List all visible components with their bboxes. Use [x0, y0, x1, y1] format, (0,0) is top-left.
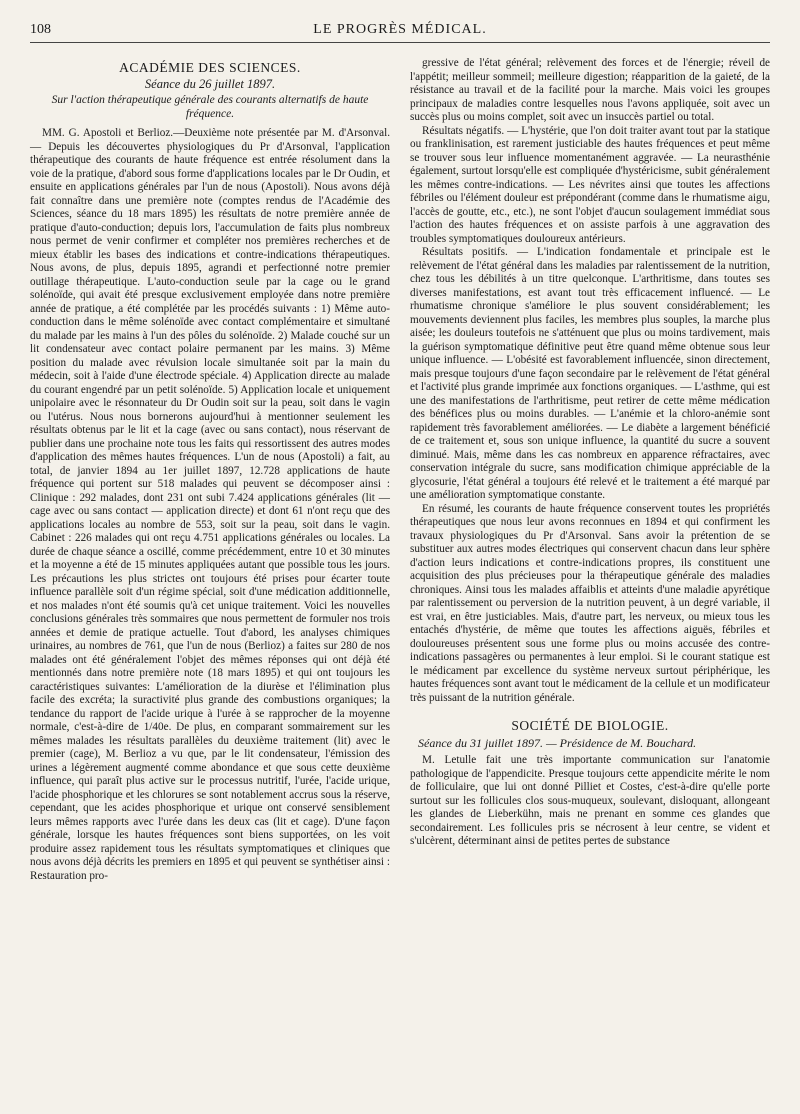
academy-paragraph: En résumé, les courants de haute fréquence conservent toutes les propriétés thérapeutiques que nous leur avons reconnues en 1894 et qui confirment les travaux physiologiques du Pr d'Arsonval. Sans avoir la prétention de se substituer aux autres modes électriques qui conservent chacun dans leur sphère d'action leurs indications et contre-indications propres, ils constituent une acquisition des plus précieuses pour la thérapeutique générale des maladies chroniques. Ainsi tous les malades affaiblis et atteints d'une maladie apyrétique par ralentissement ou perversion de la nutrition peuvent, à un degré variable, il est vrai, en être justiciables. Mais, d'autre part, les nerveux, ou mieux tous les entachés d'hystérie, de même que toutes les affections aiguës, fébriles et douloureuses présentent sous une forme plus ou moins accusée des contre-indications passagères ou permanentes à leur emploi. Si le courant statique est le médicament par excellence du système nerveux surtout périphérique, les hautes fréquences sont avant tout le médicament de la cellule et un modificateur très puissant de la nutrition générale. [410, 502, 770, 704]
academy-paragraph: gressive de l'état général; relèvement des forces et de l'énergie; réveil de l'appétit; meilleur sommeil; meilleure digestion; réapparition de la gaieté, de la résistance au travail et de la facilité pour la marche. Mais voici les groupes principaux de maladies contre lesquelles nous l'avons appliquée, soit avec un succès plus ou moins complet, soit avec un insuccès partiel ou total. [410, 57, 770, 123]
academy-session: Séance du 26 juillet 1897. [144, 76, 276, 91]
article-title: Sur l'action thérapeutique générale des courants alternatifs de haute fréquence. [51, 94, 369, 120]
academy-paragraph: MM. G. Apostoli et Berlioz.—Deuxième note présentée par M. d'Arsonval. — Depuis les découvertes physiologiques du Pr d'Arsonval, l'application thérapeutique des courants de haute fréquence est entrée résolument dans la voie de la pratique, d'abord sous forme d'applications locales par le Dr Oudin, et ensuite en applications générales par l'un de nous (Apostoli). Nous avons déjà fait connaître dans une première note (comptes rendus de l'Académie des Sciences, séance du 18 mars 1895) les résultats de notre première année de pratique d'auto-conduction; depuis lors, l'accumulation de faits plus nombreux nous permet de venir confirmer et compléter nos premières recherches et de mieux établir les bases des indications et contre-indications thérapeutiques. Nous avons, de plus, depuis 1895, agrandi et perfectionné notre premier outillage thérapeutique. L'auto-conduction seule par la cage ou le grand solénoïde, qui avait été presque exclusivement employée dans notre première année de pratique, a été complétée par les procédés suivants : 1) Même auto-conduction dans le même solénoïde avec contact complémentaire et simultané du malade par les mains à l'un des pôles du solénoïde. 2) Malade couché sur un lit condensateur avec contact polaire permanent par les mains. 3) Même position du malade avec révulsion locale simultanée soit par la main du médecin, soit à l'aide d'une électrode spéciale. 4) Application directe au malade du courant engendré par un petit solénoïde. 5) Application locale et uniquement unipolaire avec le résonnateur du Dr Oudin soit sur la peau, soit dans le vagin ou l'utérus. Nous nous bornerons aujourd'hui à mentionner seulement les résultats obtenus par le lit et la cage (avec ou sans contact), nous réservant de publier dans une prochaine note tous les faits qui ressortissent des autres modes d'application des mêmes hautes fréquences. L'un de nous (Apostoli) a fait, au total, de janvier 1894 au 1er juillet 1897, 12.728 applications de haute fréquence qui portent sur 518 malades qui peuvent se décomposer ainsi : Clinique : 292 malades, dont 231 ont subi 7.424 applications générales (lit — cage avec ou sans contact — application directe) et dont 61 n'ont reçu que des applications locales au nombre de 553, soit sur la peau, soit dans le vagin. Cabinet : 226 malades qui ont reçu 4.751 applications générales ou locales. La durée de chaque séance a oscillé, comme précédemment, entre 10 et 30 minutes et la moyenne a été de 15 minutes appliquées autant que possible tous les jours. Les précautions les plus strictes ont toujours été prises pour écarter toute influence parallèle soit d'un régime spécial, soit d'une médication additionnelle, et nos malades n'ont été soumis qu'à cet unique traitement. Voici les nouvelles conclusions générales très sommaires que nous permettent de formuler nos trois années et demie de pratique actuelle. Tout d'abord, les analyses chimiques urinaires, au nombres de 761, que l'un de nous (Berlioz) a faites sur 280 de nos malades ont été généralement l'objet des mêmes réponses qui ont déjà été mentionnés dans notre première note (18 mars 1895) et qui ont toujours les caractéristiques suivantes: L'amélioration de la diurèse et l'élimination plus facile des excréta; la suractivité plus grande des combustions organiques; la tendance du rapport de l'acide urique à l'urée à se rapprocher de la moyenne normale, c'est-à-dire de 1/40e. De plus, en comparant sommairement sur les mêmes malades les résultats parallèles du deuxième traitement (lit) avec le premier (cage), M. Berlioz a vu que, par le lit condensateur, l'émission des urines a légèrement augmenté comme abondance et que sous cette deuxième influence, qui paraît plus active sur le processus nutritif, l'urée, l'acide urique, l'acide phosphorique et les chlorures se sont notablement accrus sous la réserve, cependant, que les acides phosphorique et urique ont conservé sensiblement leurs mêmes rapports avec l'urée dans les deux cas (lit et cage). D'une façon générale, lorsque les hautes fréquences sont biens supportées, on les voit produire assez rapidement tous les résultats symptomatiques et cliniques que nous avons déjà décrits les premiers en 1895 et qui peuvent se synthétiser ainsi : Restauration pro- [30, 127, 390, 882]
biology-session: Séance du 31 juillet 1897. — Présidence de M. Bouchard. [418, 735, 697, 750]
two-column-body [30, 57, 770, 883]
biology-paragraph: M. Letulle fait une très importante communication sur l'anatomie pathologique de l'appendicite. Presque toujours cette appendicite mérite le nom de folliculaire, que lui ont donné Pilliet et Costes, c'est-à-dire qu'elle porte surtout sur les follicules clos sous-muqueux, soulevant, disloquant, allongeant les glandes de Lieberkühn, mais ne prenant en somme ces glandes que secondairement. Les follicules pris se nécrosent à leur centre, se vident et s'ulcèrent, déterminant ainsi de petites pertes de substance [410, 754, 770, 847]
page-number: 108 [30, 22, 51, 37]
left-column [30, 57, 390, 883]
academy-section-title: ACADÉMIE DES SCIENCES. [119, 60, 301, 75]
academy-paragraph: Résultats négatifs. — L'hystérie, que l'on doit traiter avant tout par la statique ou franklinisation, est rarement justiciable des hautes fréquences et peut même se trouver sous leur influence momentanément aggravée. — La neurasthénie également, surtout lorsqu'elle est compliquée d'hystéricisme, subit généralement les mêmes contre-indications. — Les névrites ainsi que toutes les affections fébriles ou l'élément douleur est prépondérant (comme dans le rhumatisme aigu, l'accès de goutte, etc., etc.), ne sont l'objet d'aucun soulagement immédiat sous l'action des hautes fréquences et on assiste parfois à une aggravation des troubles symptomatiques douloureux antérieurs. [410, 124, 770, 245]
page-header [30, 20, 770, 43]
running-title: LE PROGRÈS MÉDICAL. [313, 22, 487, 37]
academy-paragraph: Résultats positifs. — L'indication fondamentale et principale est le relèvement de l'état général dans les maladies par ralentissement de la nutrition, chez tous les débilités à un titre quelconque. L'arthritisme, dans toutes ses diverses manifestations, est avant tout très efficacement influencé. — Le rhumatisme chronique s'améliore le plus souvent considérablement; les mouvements deviennent plus faciles, les membres plus souples, la marche plus aisée; les douleurs toutefois ne s'atténuent que plus ou moins tardivement, mais la guérison symptomatique définitive peut être quand même obtenue sous leur unique influence. — L'obésité est favorablement influencée, sinon directement, mais presque toujours d'une façon secondaire par le relèvement de l'état général et l'activité plus grande imprimée aux fonctions organiques. — L'asthme, qui est une des manifestations de l'arthritisme, peut retirer de cette même médication des bénéfices plus ou moins durables. — L'anémie et la chloro-anémie sont rapidement très favorablement améliorées. — Le diabète a largement bénéficié de ce traitement et, sous son unique influence, la quantité du sucre a souvent diminué. Mais, même dans les cas nombreux en apparence réfractaires, avec conservation intégrale du sucre, sans modification chimique appréciable de la glycosurie, l'état général a toujours été relevé et le traitement a été marqué par une amélioration symptomatique constante. [410, 246, 770, 501]
right-column [410, 57, 770, 883]
biology-section-title: SOCIÉTÉ DE BIOLOGIE. [511, 718, 669, 733]
